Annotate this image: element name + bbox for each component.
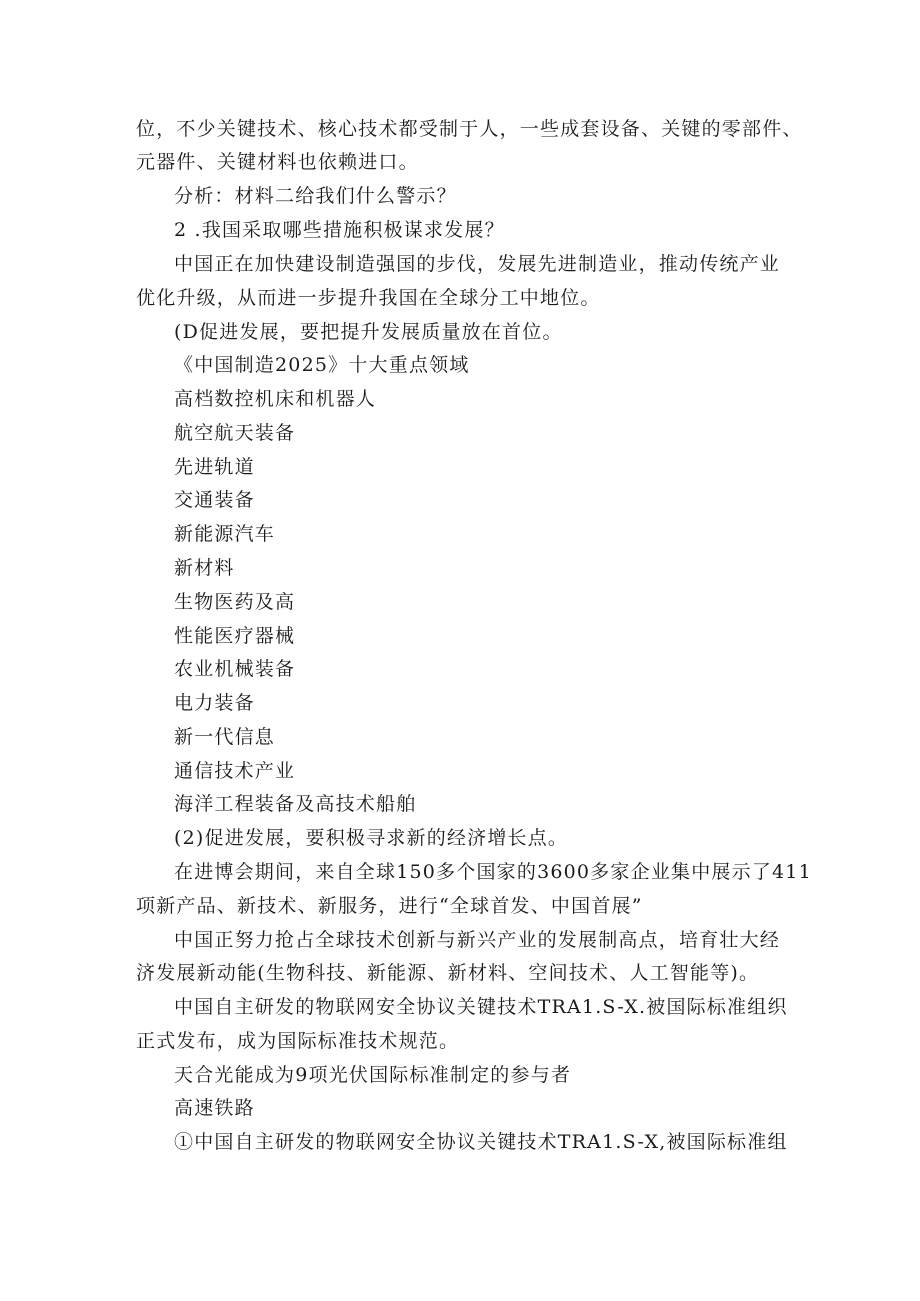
text-line: 中国正在加快建设制造强国的步伐，发展先进制造业，推动传统产业 bbox=[174, 253, 781, 275]
text-line: 分析：材料二给我们什么警示？ bbox=[174, 185, 457, 207]
text-line: 位，不少关键技术、核心技术都受制于人，一些成套设备、关键的零部件、 bbox=[136, 118, 803, 140]
text-line: 新材料 bbox=[174, 557, 235, 579]
text-line: 新能源汽车 bbox=[174, 523, 276, 545]
text-line: 交通装备 bbox=[174, 489, 255, 511]
text-line: 通信技术产业 bbox=[174, 760, 296, 782]
text-line: 性能医疗器械 bbox=[174, 625, 296, 647]
text-line: 天合光能成为9项光伏国际标准制定的参与者 bbox=[174, 1064, 572, 1086]
text-line: 高速铁路 bbox=[174, 1097, 255, 1119]
text-line: (2)促进发展，要积极寻求新的经济增长点。 bbox=[174, 827, 569, 849]
text-line: ①中国自主研发的物联网安全协议关键技术TRA1.S-X,被国际标准组 bbox=[174, 1131, 788, 1153]
text-line: 高档数控机床和机器人 bbox=[174, 388, 377, 410]
text-line: 生物医药及高 bbox=[174, 591, 296, 613]
text-line: 济发展新动能(生物科技、新能源、新材料、空间技术、人工智能等)。 bbox=[136, 962, 760, 984]
text-line: 优化升级，从而进一步提升我国在全球分工中地位。 bbox=[136, 287, 601, 309]
text-line: 元器件、关键材料也依赖进口。 bbox=[136, 151, 419, 173]
text-line: 中国自主研发的物联网安全协议关键技术TRA1.S-X.被国际标准组织 bbox=[174, 996, 788, 1018]
text-line: 中国正努力抢占全球技术创新与新兴产业的发展制高点，培育壮大经 bbox=[174, 929, 781, 951]
text-line: 2 .我国采取哪些措施积极谋求发展？ bbox=[174, 219, 505, 241]
text-line: 电力装备 bbox=[174, 692, 255, 714]
text-line: 海洋工程装备及高技术船舶 bbox=[174, 793, 417, 815]
text-line: 农业机械装备 bbox=[174, 658, 296, 680]
text-line: 先进轨道 bbox=[174, 456, 255, 478]
text-line: 航空航天装备 bbox=[174, 422, 296, 444]
text-line: (D促进发展，要把提升发展质量放在首位。 bbox=[174, 321, 563, 343]
text-line: 正式发布，成为国际标准技术规范。 bbox=[136, 1030, 460, 1052]
text-line: 在进博会期间，来自全球150多个国家的3600多家企业集中展示了411 bbox=[174, 861, 812, 883]
text-line: 新一代信息 bbox=[174, 726, 276, 748]
text-line: 《中国制造2025》十大重点领域 bbox=[174, 354, 470, 376]
text-line: 项新产品、新技术、新服务，进行“全球首发、中国首展” bbox=[136, 895, 643, 917]
